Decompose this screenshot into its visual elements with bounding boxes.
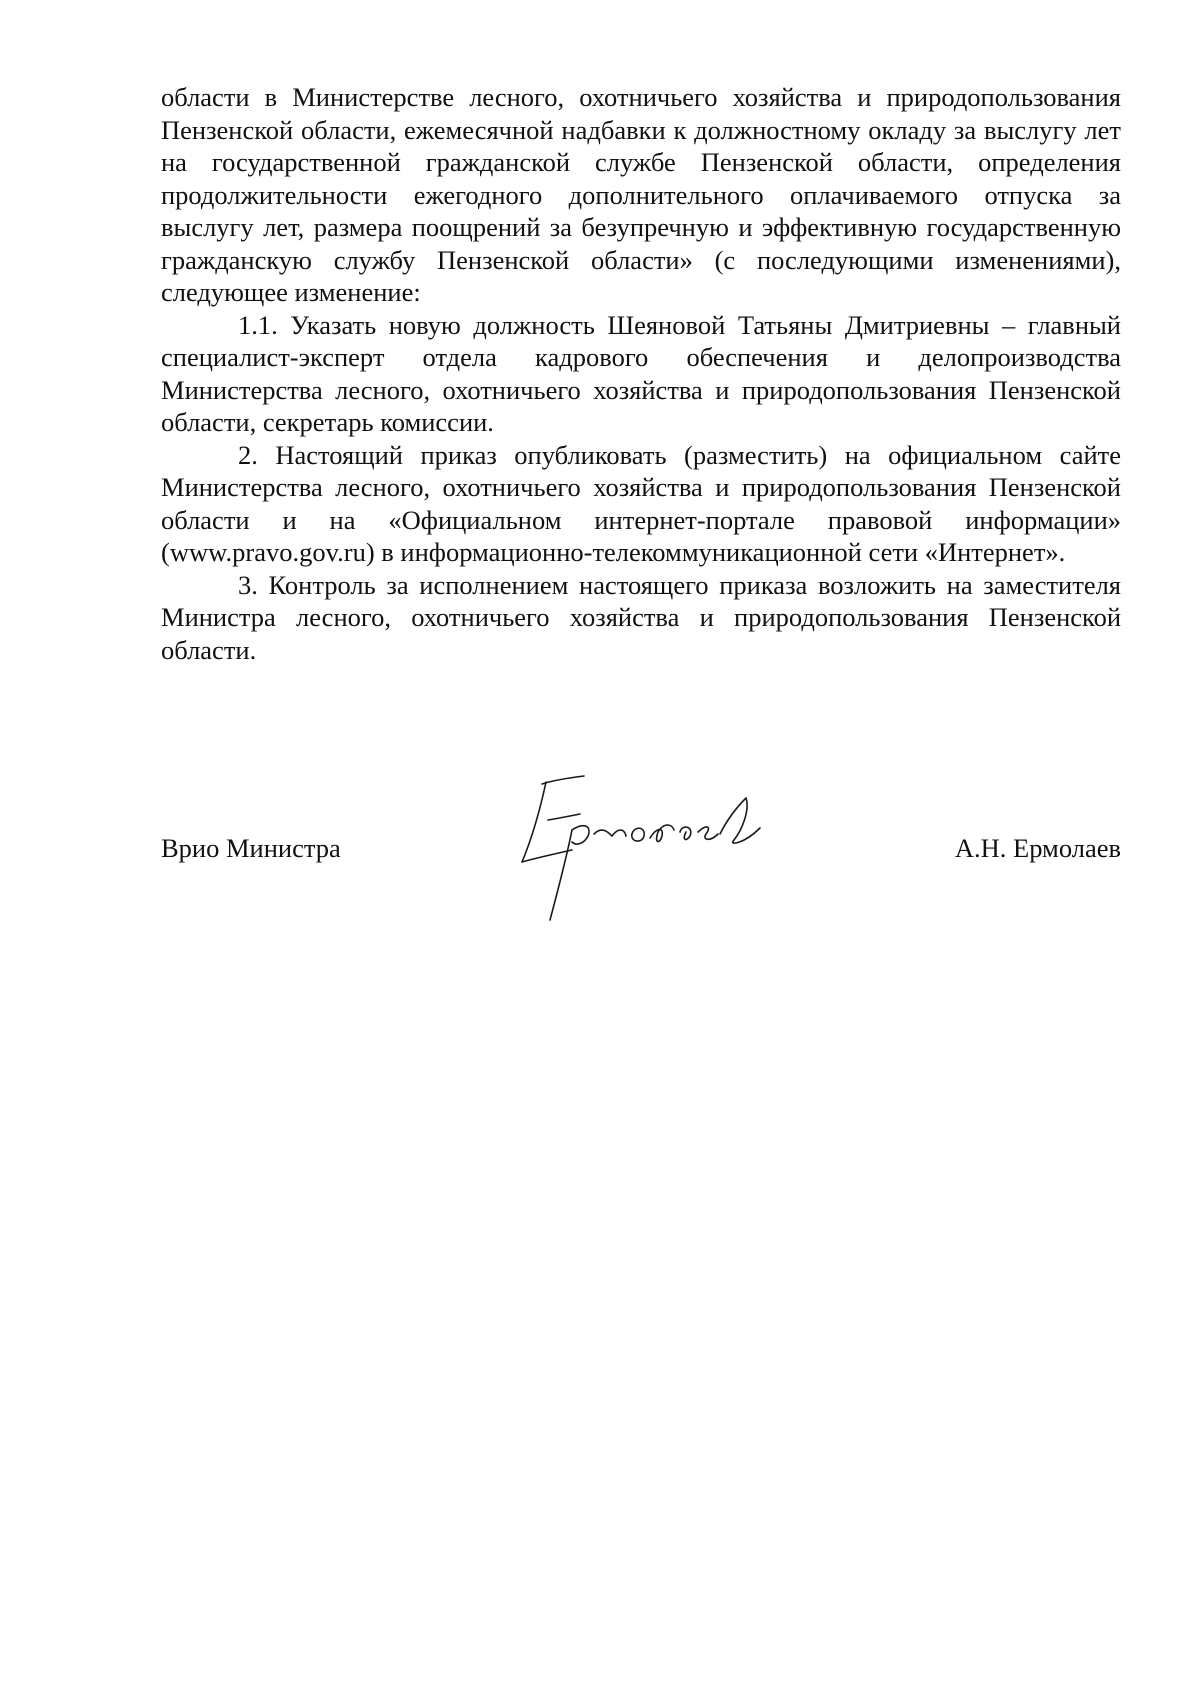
paragraph-3: 3. Контроль за исполнением настоящего приказа возложить на заместителя Министра лесного, охотничьего хозяйства и природопользования Пензенской области. — [161, 569, 1121, 665]
paragraph-1-1: 1.1. Указать новую должность Шеяновой Татьяны Дмитриевны – главный специалист-эксперт отдела кадрового обеспечения и делопроизводства Министерства лесного, охотничьего хозяйства и природопользования Пензенской области, секретарь комиссии. — [161, 309, 1121, 437]
paragraph-intro: области в Министерстве лесного, охотничьего хозяйства и природопользования Пензенской области, ежемесячной надбавки к должностному окладу за выслугу лет на государственной гражданской службе Пензенской области, определения продолжительности ежегодного дополнительного оплачиваемого отпуска за выслугу лет, размера поощрений за безупречную и эффективную государственную гражданскую службу Пензенской области» (с последующими изменениями), следующее изменение: — [161, 82, 1121, 307]
document-body — [161, 81, 1121, 666]
signature-row — [161, 832, 1121, 872]
signer-name: А.Н. Ермолаев — [954, 833, 1121, 863]
paragraph-2: 2. Настоящий приказ опубликовать (разместить) на официальном сайте Министерства лесного, охотничьего хозяйства и природопользования Пензенской области и на «Официальном интернет-портале правовой информации» (www.pravo.gov.ru) в информационно-телекоммуникационной сети «Интернет». — [161, 439, 1121, 567]
signer-position: Врио Министра — [161, 833, 341, 863]
